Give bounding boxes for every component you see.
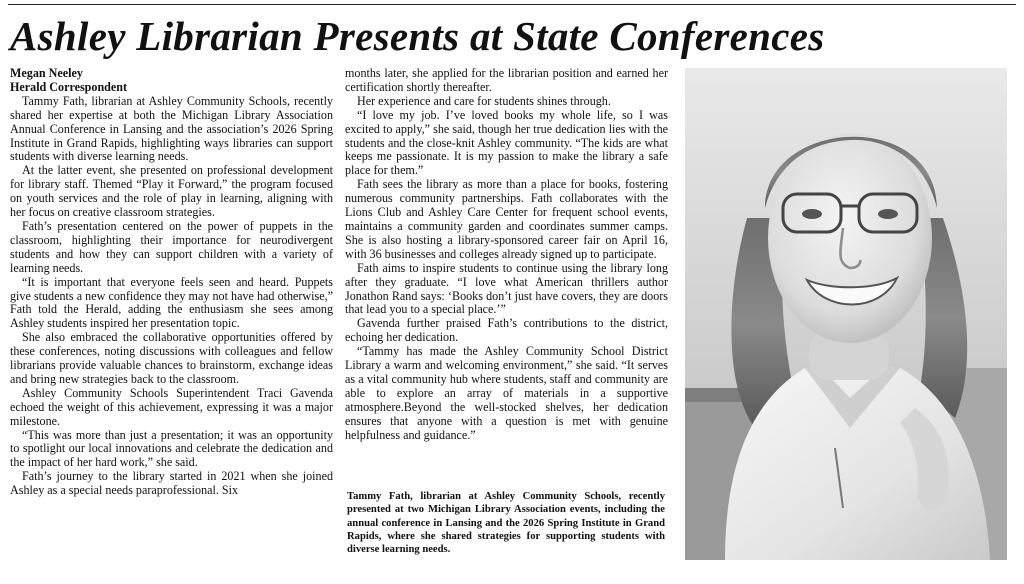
- paragraph: “It is important that everyone feels seen and heard. Puppets give students a new confidence they may not have had otherwise,” Fath told the Herald, adding the enthusiasm she sees among Ashley students inspired her presentation topic.: [10, 274, 333, 331]
- paragraph: At the latter event, she presented on professional development for library staff. Themed “Play it Forward,” the program focused on youth services and the role of play in learning, aligning with her focus on creative classroom strategies.: [10, 163, 333, 220]
- paragraph: Fath sees the library as more than a place for books, fostering numerous community partnerships. Fath collaborates with the Lions Club and Ashley Care Center for frequent school events, maintains a community garden and coordinates summer camps. She is also hosting a library-sponsored career fair on April 16, with 36 businesses and colleges already signed up to participate.: [345, 177, 668, 261]
- paragraph: Fath’s presentation centered on the power of puppets in the classroom, highlighting their importance for neurodivergent students and how they can support children with a variety of learning needs.: [10, 218, 333, 275]
- paragraph: Tammy Fath, librarian at Ashley Community Schools, recently shared her expertise at both the Michigan Library Association Annual Conference in Lansing and the association’s 2026 Spring Institute in Grand Rapids, highlighting ways libraries can support students with diverse learning needs.: [10, 93, 333, 164]
- byline-author: Megan Neeley: [10, 66, 83, 80]
- paragraph: Fath aims to inspire students to continue using the library long after they graduate. “I love what American thrillers author Jonathon Rand says: ‘Books don’t just have covers, they are doors that lead you to a special place.’”: [345, 260, 668, 317]
- photo-caption: Tammy Fath, librarian at Ashley Community Schools, recently presented at two Michigan Library Association events, including the annual conference in Lansing and the 2026 Spring Institute in Grand Rapids, where she shared strategies for supporting students with diverse learning needs.: [347, 491, 665, 556]
- paragraph: Fath’s journey to the library started in 2021 when she joined Ashley as a special needs paraprofessional. Six: [10, 469, 333, 498]
- paragraph: “Tammy has made the Ashley Community School District Library a warm and welcoming environment,” she said. “It serves as a vital community hub where students, staff and community are able to explore an array of materials in a supportive atmosphere.Beyond the well-stocked shelves, her dedication ensures that anyone with a question is met with genuine helpfulness and guidance.”: [345, 344, 668, 442]
- paragraph: Ashley Community Schools Superintendent Traci Gavenda echoed the weight of this achievement, expressing it was a major milestone.: [10, 385, 333, 428]
- headline: Ashley Librarian Presents at State Conferences: [10, 13, 825, 59]
- article-column-2: [345, 67, 668, 442]
- top-rule: [8, 4, 1016, 5]
- byline-title: Herald Correspondent: [10, 79, 128, 94]
- paragraph: “This was more than just a presentation; it was an opportunity to spotlight our local innovations and celebrate the dedication and the impact of her hard work,” she said.: [10, 427, 333, 470]
- paragraph: Gavenda further praised Fath’s contributions to the district, echoing her dedication.: [345, 316, 668, 345]
- paragraph: “I love my job. I’ve loved books my whole life, so I was excited to apply,” she said, though her true dedication lies with the students and the close-knit Ashley community. “The kids are what keeps me passionate. It is my passion to make the library a safe place for them.”: [345, 107, 668, 178]
- article-column-1: [10, 67, 333, 498]
- paragraph: Her experience and care for students shines through.: [357, 93, 611, 108]
- portrait-photo: [685, 68, 1007, 560]
- paragraph-continuation: months later, she applied for the librarian position and earned her certification shortly thereafter.: [345, 66, 668, 94]
- paragraph: She also embraced the collaborative opportunities offered by these conferences, noting discussions with colleagues and fellow librarians provide valuable chances to brainstorm, exchange ideas and bring new strategies back to the classroom.: [10, 330, 333, 386]
